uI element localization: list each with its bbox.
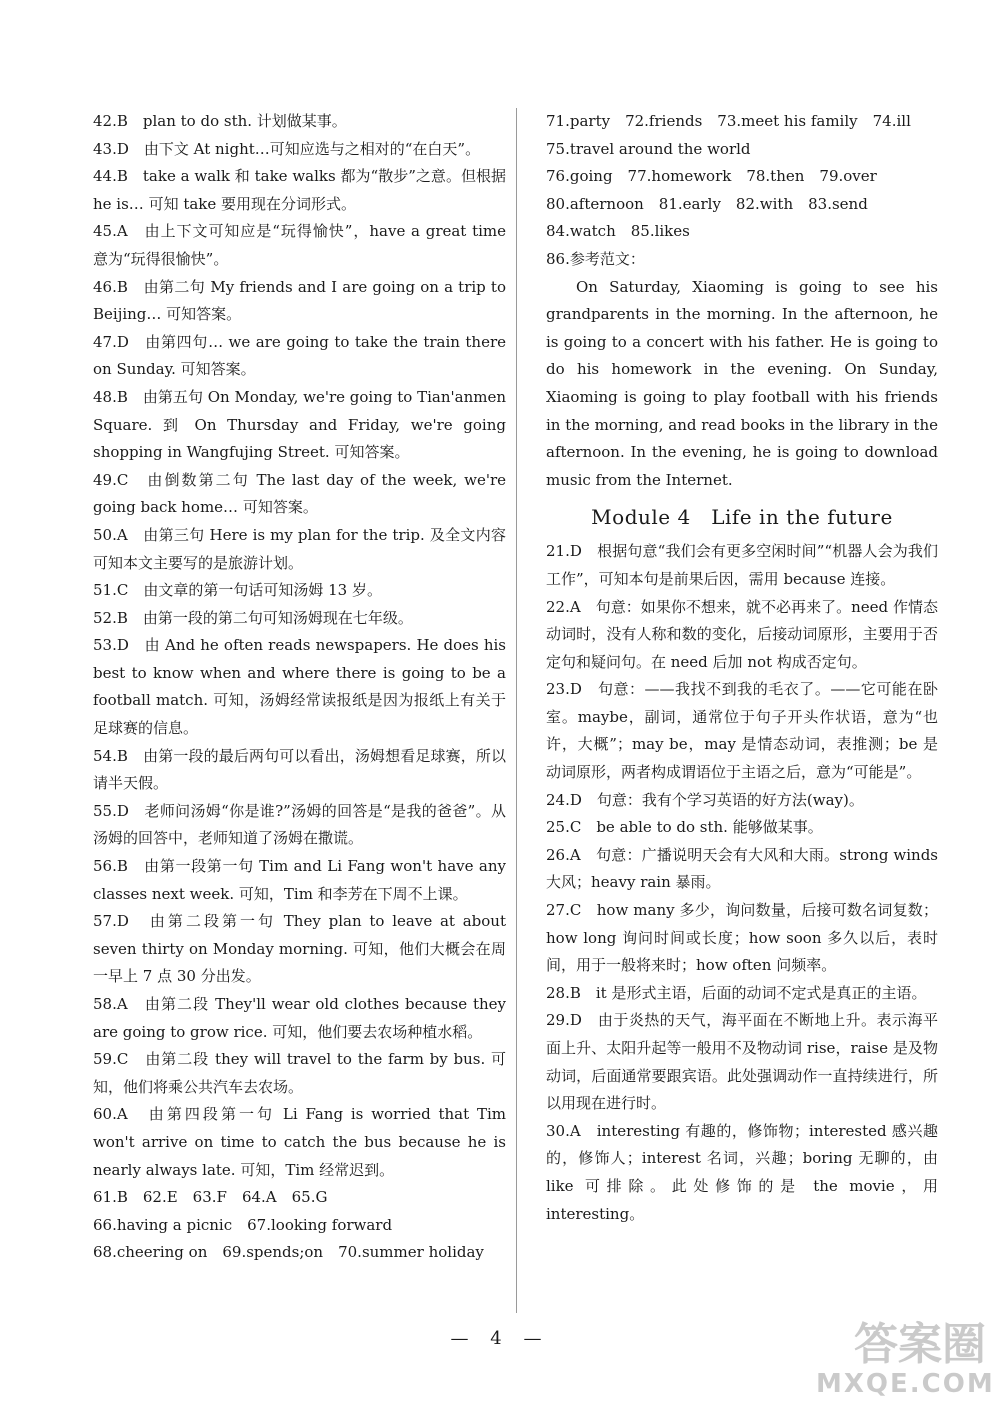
answer-entry: 57.D 由第二段第一句 They plan to leave at about seven thirty on Monday morning. 可知，他们大概会在周一早上 7 点 30 分出发。 [93,912,506,986]
answer-entry: 29.D 由于炎热的天气，海平面在不断地上升。表示海平面上升、太阳升起等一般用不及物动词 rise，raise 是及物动词，后面通常要跟宾语。此处强调动作一直持续进行，所以用现在进行时。 [546,1011,938,1113]
watermark-logo [816,1319,995,1413]
page-number: — 4 — [450,1328,550,1349]
answer-entry: 86.参考范文： [546,249,645,268]
answer-entry: 23.D 句意：——我找不到我的毛衣了。——它可能在卧室。maybe，副词，通常位于句子开头作状语，意为“也许，大概”；may be，may 是情态动词，表推测；be 是动词原形，两者构成谓语位于主语之后，意为“可能是”。 [546,680,938,782]
left-column [93,108,506,1267]
answer-entry: 44.B take a walk 和 take walks 都为“散步”之意。但根据 he is… 可知 take 要用现在分词形式。 [93,167,506,213]
answer-entry: 75.travel around the world [546,139,751,158]
column-divider [516,108,517,1313]
sample-essay: On Saturday, Xiaoming is going to see his grandparents in the morning. In the afternoon, he is going to a concert with his father. He is going to do his homework in the evening. On Sunday, Xiaoming is going to play football with his friends in the morning, and read books in the library in the afternoon. In the evening, he is going to download music from the Internet. [546,277,938,489]
answer-entry: 45.A 由上下文可知应是“玩得愉快”，have a great time 意为“玩得很愉快”。 [93,222,506,268]
answer-entry: 46.B 由第二句 My friends and I are going on a trip to Beijing… 可知答案。 [93,277,506,324]
answer-entry: 68.cheering on 69.spends;on 70.summer holiday [93,1243,484,1262]
answer-entry: 21.D 根据句意“我们会有更多空闲时间”“机器人会为我们工作”，可知本句是前果后因，需用 because 连接。 [546,542,938,588]
watermark-url: MXQE.COM [816,1369,995,1399]
answer-entry: 53.D 由 And he often reads newspapers. He does his best to know when and where there is going to be a football match. 可知，汤姆经常读报纸是因为报纸上有关于足球赛的信息。 [93,636,506,738]
answer-entry: 84.watch 85.likes [546,222,690,241]
answer-entry: 42.B plan to do sth. 计划做某事。 [93,112,347,130]
answer-entry: 28.B it 是形式主语，后面的动词不定式是真正的主语。 [546,983,927,1002]
answer-entry: 76.going 77.homework 78.then 79.over [546,167,877,186]
answer-entry: 61.B 62.E 63.F 64.A 65.G [93,1188,328,1207]
answer-entry: 54.B 由第一段的最后两句可以看出，汤姆想看足球赛，所以请半天假。 [93,746,506,793]
answer-entry: 30.A interesting 有趣的，修饰物；interested 感兴趣的，修饰人；interest 名词，兴趣；boring 无聊的，由 like 可排除。此处修饰的是 the movie，用 interesting。 [546,1121,938,1223]
answer-entry: 47.D 由第四句… we are going to take the train there on Sunday. 可知答案。 [93,332,506,379]
answer-entry: 60.A 由第四段第一句 Li Fang is worried that Tim won't arrive on time to catch the bus because he is nearly always late. 可知，Tim 经常迟到。 [93,1105,506,1179]
answer-entry: 51.C 由文章的第一句话可知汤姆 13 岁。 [93,581,382,600]
answer-entry: 52.B 由第一段的第二句可知汤姆现在七年级。 [93,608,413,627]
answer-entry: 56.B 由第一段第一句 Tim and Li Fang won't have any classes next week. 可知，Tim 和李芳在下周不上课。 [93,857,506,903]
answer-entry: 80.afternoon 81.early 82.with 83.send [546,194,868,213]
answer-entry: 27.C how many 多少，询问数量，后接可数名词复数；how long 询问时间或长度；how soon 多久以后，表时间，用于一般将来时；how often 问频率。 [546,901,938,975]
answer-entry: 26.A 句意：广播说明天会有大风和大雨。strong winds 大风；heavy rain 暴雨。 [546,845,938,892]
answer-list-bottom [546,538,938,1228]
answer-entry: 49.C 由倒数第二句 The last day of the week, we're going back home… 可知答案。 [93,470,506,517]
answer-entry: 66.having a picnic 67.looking forward [93,1215,393,1234]
answer-entry: 50.A 由第三句 Here is my plan for the trip. 及全文内容可知本文主要写的是旅游计划。 [93,525,506,572]
answer-entry: 24.D 句意：我有个学习英语的好方法(way)。 [546,790,864,809]
watermark-text: 答案圈 [854,1319,986,1370]
answer-entry: 22.A 句意：如果你不想来，就不必再来了。need 作情态动词时，没有人称和数的变化，后接动词原形，主要用于否定句和疑问句。在 need 后加 not 构成否定句。 [546,597,938,671]
answer-entry: 55.D 老师问汤姆“你是谁?”汤姆的回答是“是我的爸爸”。从汤姆的回答中，老师知道了汤姆在撒谎。 [93,801,506,848]
answer-entry: 43.D 由下文 At night…可知应选与之相对的“在白天”。 [93,139,481,158]
answer-entry: 59.C 由第二段 they will travel to the farm by bus. 可知，他们将乘公共汽车去农场。 [93,1050,506,1096]
answer-entry: 48.B 由第五句 On Monday, we're going to Tian'anmen Square. 到 On Thursday and Friday, we're going shopping in Wangfujing Street. 可知答案。 [93,387,506,462]
module-heading: Module 4 Life in the future [591,505,893,530]
answer-entry: 71.party 72.friends 73.meet his family 74.ill [546,112,911,130]
answer-list-top [546,108,938,274]
answer-entry: 58.A 由第二段 They'll wear old clothes because they are going to grow rice. 可知，他们要去农场种植水稻。 [93,995,506,1041]
answer-entry: 25.C be able to do sth. 能够做某事。 [546,818,823,837]
right-column [546,108,938,1228]
